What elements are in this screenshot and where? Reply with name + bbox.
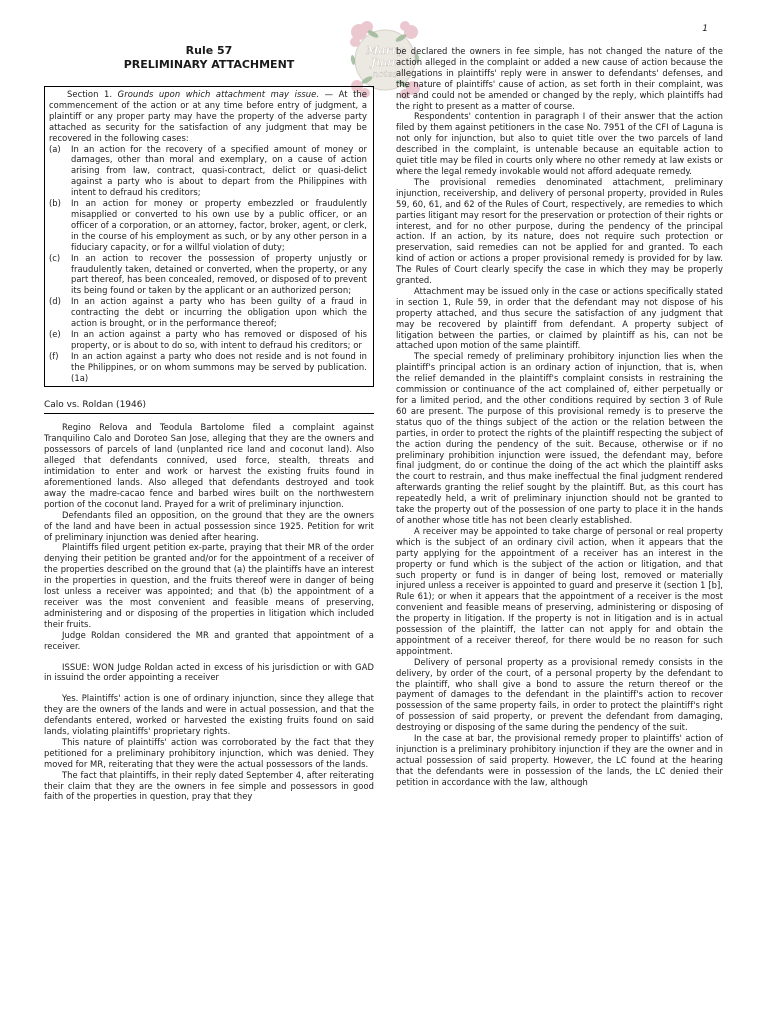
paragraph: Regino Relova and Teodula Bartolome filed a complaint against Tranquilino Calo and Doroteo San Jose, alleging that they are the owners and possessors of parcels of land (unplanted rice land and coconut land). Also alleged that defendants connived, used force, stealth, threats and intimidation to enter and work or harvest the existing fruits found in aforementioned lands. Also alleged that defendants destroyed and took away the madre-cacao fence and barbed wires built on the northwestern portion of the coconut land. Prayed for a writ of preliminary injunction.	[44, 422, 374, 509]
paragraph: Yes. Plaintiffs' action is one of ordinary injunction, since they allege that they are the owners of the lands and were in actual possession, and that the defendants entered, worked or harvested the existing fruits found on said lands, violating plaintiffs' proprietary rights.	[44, 693, 374, 737]
paragraph: Judge Roldan considered the MR and granted that appointment of a receiver.	[44, 629, 374, 651]
paragraph: Defendants filed an opposition, on the ground that they are the owners of the land and have been in actual possession since 1925. Petition for writ of preliminary injunction was denied after hearing.	[44, 509, 374, 542]
rule-heading	[44, 44, 374, 72]
list-item: (d) In an action against a party who has been guilty of a fraud in contracting the debt or incurring the obligation upon which the action is brought, or in the performance thereof;	[49, 296, 367, 329]
paragraph: Delivery of personal property as a provisional remedy consists in the delivery, by order of the court, of a personal property by the defendant to the plaintiff, who shall give a bond to assure the return thereof or the payment of damages to the defendant in the plaintiff's action to recover possession of the same property fails, in order to protect the plaintiff's right of possession of said property, or prevent the defendant from damaging, destroying or disposing of the same during the pendency of the suit.	[396, 656, 723, 733]
rule-number: Rule 57	[185, 44, 233, 57]
section-1-box	[44, 86, 374, 387]
page-number: 1	[702, 24, 708, 34]
paragraph: A receiver may be appointed to take charge of personal or real property which is the subject of an ordinary civil action, when it appears that the party applying for the appointment of a receiver has an interest in the property or fund which is the subject of the action or litigation, and that such property or fund is in danger of being lost, removed or materially injured unless a receiver is appointed to guard and preserve it (section 1 [b], Rule 61); or when it appears that the appointment of a receiver is the most convenient and feasible means of preserving, administering or disposing of the property in litigation. If the property is not in litigation and is in actual possession of the plaintiff, the latter can not apply for and obtain the appointment of a receiver thereof, for there would be no reason for such appointment.	[396, 525, 723, 656]
list-item: (e) In an action against a party who has removed or disposed of his property, or is about to do so, with intent to defraud his creditors; or	[49, 328, 367, 350]
case-title: Calo vs. Roldan (1946)	[44, 399, 374, 414]
paragraph: In the case at bar, the provisional remedy proper to plaintiffs' action of injunction is a preliminary prohibitory injunction if they are the owner and in actual possession of said property. However, the LC found at the hearing that the defendants were in possession of the lands, the LC denied their petition in accordance with the law, although	[396, 733, 723, 787]
list-item: (c) In an action to recover the possession of property unjustly or fraudulently taken, detained or converted, when the property, or any part thereof, has been concealed, removed, or disposed of to prevent its being found or taken by the applicant or an authorized person;	[49, 252, 367, 296]
svg-text:notes: notes	[372, 70, 398, 80]
paragraph: Attachment may be issued only in the case or actions specifically stated in section 1, Rule 59, in order that the defendant may not dispose of his property attached, and thus secure the satisfaction of any judgment that may be recovered by plaintiff from defendant. A property subject of litigation between the parties, or claimed by plaintiff as his, can not be attached upon motion of the same plaintiff.	[396, 285, 723, 351]
paragraph: Plaintiffs filed urgent petition ex-parte, praying that their MR of the order denying their petition be granted and/or for the appointment of a receiver of the properties described on the ground that (a) the plaintiffs have an interest in the properties in question, and the fruits thereof were in danger of being lost unless a receiver was appointed; and that (b) the appointment of a receiver was the most convenient and feasible means of preserving, administering and or disposing of the properties in litigation which included their fruits.	[44, 542, 374, 629]
list-item: (f) In an action against a party who does not reside and is not found in the Philippines, or on whom summons may be served by publication. (1a)	[49, 350, 367, 383]
paragraph: The special remedy of preliminary prohibitory injunction lies when the plaintiff's principal action is an ordinary action of injunction, that is, when the relief demanded in the plaintiff's complaint consists in restraining the commission or continuance of the act complained of, either perpetually or for a limited period, and the other conditions required by section 3 of Rule 60 are present. The purpose of this provisional remedy is to preserve the status quo of the things subject of the action or the relation between the parties, in order to protect the rights of the plaintiff respecting the subject of the action during the pendency of the suit. Because, otherwise or if no preliminary prohibition injunction were issued, the defendant may, before final judgment, do or continue the doing of the act which the plaintiff asks the court to restrain, and thus make ineffectual the final judgment rendered afterwards granting the relief sought by the plaintiff. But, as this court has repeatedly held, a writ of preliminary injunction should not be granted to take the property out of the possession of one party to place it in the hands of another whose title has not been clearly established.	[396, 351, 723, 525]
list-item: (b) In an action for money or property embezzled or fraudulently misapplied or converted to his own use by a public officer, or an officer of a corporation, or an attorney, factor, broker, agent, or clerk, in the course of his employment as such, or by any other person in a fiduciary capacity, or for a willful violation of duty;	[49, 198, 368, 252]
right-column	[396, 46, 723, 788]
rule-title: PRELIMINARY ATTACHMENT	[123, 58, 295, 71]
paragraph: be declared the owners in fee simple, has not changed the nature of the action alleged in the complaint or added a new cause of action because the allegations in plaintiffs' reply were in answer to defendants' defenses, and the nature of plaintiffs' cause of action, as set forth in their complaint, was not and could not be amended or changed by the reply, which plaintiffs had the right to present as a matter of course.	[396, 46, 723, 111]
left-column	[44, 44, 374, 802]
paragraph: The provisional remedies denominated attachment, preliminary injunction, receivership, and delivery of personal property, provided in Rules 59, 60, 61, and 62 of the Rules of Court, respectively, are remedies to which parties litigant may resort for the preservation or protection of their rights or interest, and for no other purpose, during the pendency of the principal action. If an action, by its nature, does not require such protection or preservation, said remedies can not be applied for and granted. To each kind of action or actions a proper provisional remedy is provided for by law. The Rules of Court clearly specify the case in which they may be properly granted.	[396, 176, 723, 286]
paragraph: This nature of plaintiffs' action was corroborated by the fact that they petitioned for a preliminary prohibitory injunction, which was denied. They moved for MR, reiterating that they were the actual possessors of the lands.	[44, 736, 374, 769]
svg-text:Marry: Marry	[366, 44, 404, 57]
svg-text:Juan: Juan	[370, 56, 400, 69]
list-item: (a) In an action for the recovery of a specified amount of money or damages, other than moral and exemplary, on a cause of action arising from law, contract, quasi-contract, delict or quasi-delict against a party who is about to depart from the Philippines with intent to defraud his creditors;	[49, 143, 367, 198]
paragraph: The fact that plaintiffs, in their reply dated September 4, after reiterating their claim that they are the owners in fee simple and possessors in good faith of the properties in question, pray that they	[44, 769, 374, 802]
section-1-intro: Section 1. Grounds upon which attachment may issue. — At the commencement of the action or at any time before entry of judgment, a plaintiff or any proper party may have the property of the adverse party attached as security for the satisfaction of any judgment that may be recovered in the following cases:	[49, 89, 367, 143]
paragraph: Respondents' contention in paragraph I of their answer that the action filed by them against petitioners in the case No. 7951 of the CFI of Laguna is not only for injunction, but also to quiet title over the two parcels of land described in the complaint, is untenable because an equitable action to quiet title may be filed in courts only where no other remedy at law exists or where the legal remedy invokable would not afford adequate remedy.	[396, 111, 723, 176]
issue: ISSUE: WON Judge Roldan acted in excess of his jurisdiction or with GAD in issuind the order appointing a receiver	[44, 661, 374, 683]
